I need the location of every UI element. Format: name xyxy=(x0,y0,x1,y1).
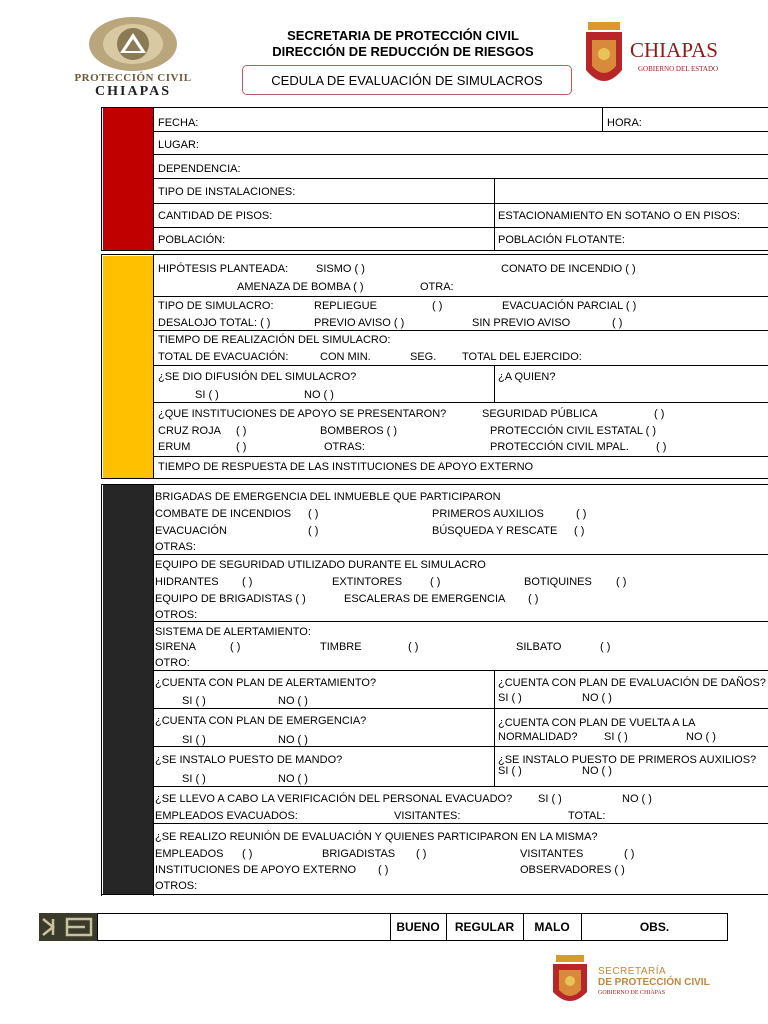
previo-aviso-option[interactable]: PREVIO AVISO ( ) xyxy=(314,317,405,329)
chiapas-title: CHIAPAS xyxy=(630,38,718,62)
plan-vuelta-question-line2: NORMALIDAD? xyxy=(498,731,578,743)
inst-apoyo-checkbox[interactable]: ( ) xyxy=(378,864,389,876)
tipo-instalaciones-label: TIPO DE INSTALACIONES: xyxy=(158,186,296,198)
sistema-label: SISTEMA DE ALERTAMIENTO: xyxy=(155,626,311,638)
shield-emblem-icon xyxy=(58,14,208,74)
equipo-otros-label: OTROS: xyxy=(155,609,198,621)
plan-emergencia-question: ¿CUENTA CON PLAN DE EMERGENCIA? xyxy=(155,715,367,727)
dependencia-label: DEPENDENCIA: xyxy=(158,163,241,175)
combate-label: COMBATE DE INCENDIOS xyxy=(155,508,292,520)
a-quien-label: ¿A QUIEN? xyxy=(498,371,556,383)
plan-alertamiento-si[interactable]: SI ( ) xyxy=(182,695,206,707)
plan-evaluacion-question: ¿CUENTA CON PLAN DE EVALUACIÓN DE DAÑOS? xyxy=(498,677,766,689)
logo-text-2: CHIAPAS xyxy=(95,84,171,99)
footer-icon xyxy=(39,913,97,941)
estacionamiento-label: ESTACIONAMIENTO EN SOTANO O EN PISOS: xyxy=(498,210,741,222)
pc-mpal-label: PROTECCIÓN CIVIL MPAL. xyxy=(490,441,629,453)
coat-of-arms-icon xyxy=(582,16,626,96)
brigadas-otras-label: OTRAS: xyxy=(155,541,196,553)
plan-alertamiento-no[interactable]: NO ( ) xyxy=(278,695,308,707)
repliegue-label: REPLIEGUE xyxy=(314,300,377,312)
empleados-checkbox[interactable]: ( ) xyxy=(242,848,253,860)
empleados-label: EMPLEADOS xyxy=(155,848,224,860)
verificacion-no[interactable]: NO ( ) xyxy=(622,793,652,805)
evacuacion-label: EVACUACIÓN xyxy=(155,525,227,537)
observadores-option[interactable]: OBSERVADORES ( ) xyxy=(520,864,625,876)
pc-estatal-option[interactable]: PROTECCIÓN CIVIL ESTATAL ( ) xyxy=(490,425,657,437)
plan-vuelta-si[interactable]: SI ( ) xyxy=(604,731,628,743)
chiapas-subtitle: GOBIERNO DEL ESTADO xyxy=(638,65,719,73)
escaleras-checkbox[interactable]: ( ) xyxy=(528,593,539,605)
hipotesis-label: HIPÓTESIS PLANTEADA: xyxy=(158,263,289,275)
brigadas-label: BRIGADAS DE EMERGENCIA DEL INMUEBLE QUE PARTICIPARON xyxy=(155,491,501,503)
sistema-otro-label: OTRO: xyxy=(155,657,190,669)
tiempo-realizacion-label: TIEMPO DE REALIZACIÓN DEL SIMULACRO: xyxy=(158,334,391,346)
visitantes-checkbox[interactable]: ( ) xyxy=(624,848,635,860)
form-subtitle: CEDULA DE EVALUACIÓN DE SIMULACROS xyxy=(242,65,572,95)
sismo-option[interactable]: SISMO ( ) xyxy=(316,263,365,275)
section-3-color-bar xyxy=(103,485,153,895)
verificacion-question: ¿SE LLEVO A CABO LA VERIFICACIÓN DEL PERSONAL EVACUADO? xyxy=(155,793,513,805)
header-line-1: SECRETARIA DE PROTECCIÓN CIVIL xyxy=(287,28,519,43)
cruz-roja-label: CRUZ ROJA xyxy=(158,425,221,437)
hidrantes-label: HIDRANTES xyxy=(155,576,219,588)
inst-apoyo-label: INSTITUCIONES DE APOYO EXTERNO xyxy=(155,864,357,876)
con-min-label: CON MIN. xyxy=(320,351,371,363)
erum-checkbox[interactable]: ( ) xyxy=(236,441,247,453)
amenaza-option[interactable]: AMENAZA DE BOMBA ( ) xyxy=(237,281,364,293)
puesto-mando-question: ¿SE INSTALO PUESTO DE MANDO? xyxy=(155,754,343,766)
conato-option[interactable]: CONATO DE INCENDIO ( ) xyxy=(501,263,636,275)
silbato-checkbox[interactable]: ( ) xyxy=(600,641,611,653)
cantidad-pisos-label: CANTIDAD DE PISOS: xyxy=(158,210,273,222)
seguridad-checkbox[interactable]: ( ) xyxy=(654,408,665,420)
sirena-label: SIRENA xyxy=(155,641,196,653)
puesto-auxilios-question: ¿SE INSTALO PUESTO DE PRIMEROS AUXILIOS? xyxy=(498,754,757,766)
difusion-question: ¿SE DIO DIFUSIÓN DEL SIMULACRO? xyxy=(158,371,357,383)
brigadistas-label: BRIGADISTAS xyxy=(322,848,396,860)
bomberos-option[interactable]: BOMBEROS ( ) xyxy=(320,425,398,437)
primeros-label: PRIMEROS AUXILIOS xyxy=(432,508,544,520)
hidrantes-checkbox[interactable]: ( ) xyxy=(242,576,253,588)
puesto-auxilios-si[interactable]: SI ( ) xyxy=(498,765,522,777)
seg-label: SEG. xyxy=(410,351,437,363)
header-line-2: DIRECCIÓN DE REDUCCIÓN DE RIESGOS xyxy=(272,44,534,59)
extintores-label: EXTINTORES xyxy=(332,576,403,588)
sirena-checkbox[interactable]: ( ) xyxy=(230,641,241,653)
equipo-brigadistas-option[interactable]: EQUIPO DE BRIGADISTAS ( ) xyxy=(155,593,306,605)
section-1-color-bar xyxy=(103,108,153,250)
puesto-mando-no[interactable]: NO ( ) xyxy=(278,773,308,785)
rating-malo[interactable]: MALO xyxy=(534,920,570,934)
botiquines-checkbox[interactable]: ( ) xyxy=(616,576,627,588)
total-evac-label: TOTAL DE EVACUACIÓN: xyxy=(158,351,289,363)
rating-obs[interactable]: OBS. xyxy=(639,920,670,934)
plan-vuelta-no[interactable]: NO ( ) xyxy=(686,731,716,743)
combate-checkbox[interactable]: ( ) xyxy=(308,508,319,520)
seguridad-label: SEGURIDAD PÚBLICA xyxy=(482,408,598,420)
plan-vuelta-question-line1: ¿CUENTA CON PLAN DE VUELTA A LA xyxy=(498,717,696,729)
erum-label: ERUM xyxy=(158,441,191,453)
tiempo-respuesta-label: TIEMPO DE RESPUESTA DE LAS INSTITUCIONES DE APOYO EXTERNO xyxy=(158,461,534,473)
hora-label: HORA: xyxy=(607,117,642,129)
otra-label: OTRA: xyxy=(420,281,454,293)
puesto-auxilios-no[interactable]: NO ( ) xyxy=(582,765,612,777)
plan-emergencia-no[interactable]: NO ( ) xyxy=(278,734,308,746)
visitantes-label: VISITANTES xyxy=(520,848,584,860)
empleados-evacuados-label: EMPLEADOS EVACUADOS: xyxy=(155,810,298,822)
puesto-mando-si[interactable]: SI ( ) xyxy=(182,773,206,785)
busqueda-checkbox[interactable]: ( ) xyxy=(574,525,585,537)
timbre-checkbox[interactable]: ( ) xyxy=(408,641,419,653)
coat-of-arms-icon xyxy=(550,952,590,1012)
brigadistas-checkbox[interactable]: ( ) xyxy=(416,848,427,860)
repliegue-checkbox[interactable]: ( ) xyxy=(432,300,443,312)
total-ejercicio-label: TOTAL DEL EJERCIDO: xyxy=(462,351,582,363)
footer-logo xyxy=(550,952,730,1012)
lugar-label: LUGAR: xyxy=(158,139,199,151)
total-label: TOTAL: xyxy=(568,810,606,822)
rating-bueno[interactable]: BUENO xyxy=(396,920,440,934)
rating-regular[interactable]: REGULAR xyxy=(454,920,515,934)
evacuacion-checkbox[interactable]: ( ) xyxy=(308,525,319,537)
difusion-si[interactable]: SI ( ) xyxy=(195,389,219,401)
desalojo-option[interactable]: DESALOJO TOTAL: ( ) xyxy=(158,317,271,329)
sin-previo-checkbox[interactable]: ( ) xyxy=(612,317,623,329)
fecha-label: FECHA: xyxy=(158,117,199,129)
busqueda-label: BÚSQUEDA Y RESCATE xyxy=(432,525,558,537)
poblacion-label: POBLACIÓN: xyxy=(158,234,226,246)
otras-label: OTRAS: xyxy=(324,441,365,453)
silbato-label: SILBATO xyxy=(516,641,562,653)
difusion-no[interactable]: NO ( ) xyxy=(304,389,334,401)
plan-evaluacion-si[interactable]: SI ( ) xyxy=(498,692,522,704)
protection-civil-logo xyxy=(58,14,208,100)
equipo-label: EQUIPO DE SEGURIDAD UTILIZADO DURANTE EL SIMULACRO xyxy=(155,559,486,571)
logo-text-1: PROTECCIÓN CIVIL xyxy=(74,72,192,84)
instituciones-question: ¿QUE INSTITUCIONES DE APOYO SE PRESENTARON? xyxy=(158,408,447,420)
chiapas-logo xyxy=(582,16,732,96)
pc-mpal-checkbox[interactable]: ( ) xyxy=(656,441,667,453)
cruz-roja-checkbox[interactable]: ( ) xyxy=(236,425,247,437)
footer-logo-line2: DE PROTECCIÓN CIVIL xyxy=(598,977,710,988)
section-2-color-bar xyxy=(103,256,153,478)
poblacion-flotante-label: POBLACIÓN FLOTANTE: xyxy=(498,234,625,246)
plan-evaluacion-no[interactable]: NO ( ) xyxy=(582,692,612,704)
tipo-simulacro-label: TIPO DE SIMULACRO: xyxy=(158,300,274,312)
botiquines-label: BOTIQUINES xyxy=(524,576,592,588)
footer-logo-line1: SECRETARÍA xyxy=(598,966,667,977)
evac-parcial-option[interactable]: EVACUACIÓN PARCIAL ( ) xyxy=(502,300,637,312)
plan-emergencia-si[interactable]: SI ( ) xyxy=(182,734,206,746)
plan-alertamiento-question: ¿CUENTA CON PLAN DE ALERTAMIENTO? xyxy=(155,677,377,689)
verificacion-si[interactable]: SI ( ) xyxy=(538,793,562,805)
footer-logo-line3: GOBIERNO DE CHIAPAS xyxy=(598,990,666,996)
primeros-checkbox[interactable]: ( ) xyxy=(576,508,587,520)
sin-previo-label: SIN PREVIO AVISO xyxy=(472,317,571,329)
reunion-otros-label: OTROS: xyxy=(155,880,198,892)
timbre-label: TIMBRE xyxy=(320,641,362,653)
reunion-question: ¿SE REALIZO REUNIÓN DE EVALUACIÓN Y QUIENES PARTICIPARON EN LA MISMA? xyxy=(155,831,598,843)
extintores-checkbox[interactable]: ( ) xyxy=(430,576,441,588)
escaleras-label: ESCALERAS DE EMERGENCIA xyxy=(344,593,506,605)
visitantes-count-label: VISITANTES: xyxy=(394,810,461,822)
